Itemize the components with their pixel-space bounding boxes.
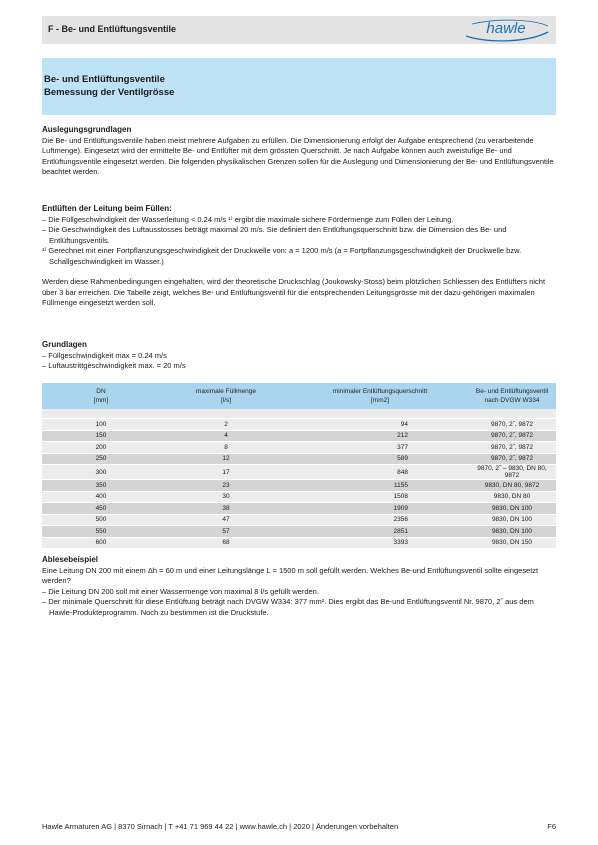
beispiel-text: Eine Leitung DN 200 mit einem Δh = 60 m und einer Leitungslänge L = 1500 m soll gefüllt werden. Welches Be-und Entlüftungsventil sollte eingesetzt werden? bbox=[42, 565, 539, 585]
fuellen-title: Entlüften der Leitung beim Füllen: bbox=[42, 204, 172, 213]
auslegung-text: Die Be- und Entlüftungsventile haben meist mehrere Aufgaben zu erfüllen. Die Dimensionierung erfolgt der Aufgabe entsprechend (zu verarbeitende Luftmenge). Eingesetzt wird der ermittelte Be- und Entlüfter mit dem grössten Querschnitt. Je nach Aufgabe können auch zweistufige Be- und Entlüftungsventile eingesetzt werden. Die folgenden physikalischen Grenzen sollen für die Auslegung und Dimensionierung der Be- und Entlüftungsventile beachtet werden. bbox=[42, 135, 554, 176]
svg-text:hawle: hawle bbox=[486, 20, 526, 37]
grundlagen-item: – Luftaustrittgeschwindigkeit max. = 20 m/s bbox=[42, 361, 186, 370]
headline-title: Be- und Entlüftungsventile bbox=[44, 74, 165, 85]
table-row: 450 38 1909 9830, DN 100 bbox=[42, 503, 556, 515]
header-querschnitt: minimaler Entlüftungsquerschnitt [mm2] bbox=[292, 383, 468, 409]
dn-table bbox=[42, 383, 556, 549]
table-row: 550 57 2851 9830, DN 100 bbox=[42, 526, 556, 538]
footer bbox=[42, 822, 556, 831]
grundlagen-section bbox=[42, 340, 556, 372]
table-row: 150 4 212 9870, 2˝, 9872 bbox=[42, 430, 556, 442]
table-row: 100 2 94 9870, 2˝, 9872 bbox=[42, 419, 556, 431]
table-row: 300 17 848 9870, 2˝ – 9830, DN 80, 9872 bbox=[42, 465, 556, 480]
header-ventil: Be- und Entlüftungsventil nach DVGW W334 bbox=[468, 383, 556, 409]
beispiel-section bbox=[42, 555, 556, 618]
auslegung-section bbox=[42, 125, 556, 178]
grundlagen-title: Grundlagen bbox=[42, 340, 87, 349]
table-row: 250 12 589 9870, 2˝, 9872 bbox=[42, 453, 556, 465]
section-title: F - Be- und Entlüftungsventile bbox=[48, 24, 176, 34]
table-row: 500 47 2356 9830, DN 100 bbox=[42, 514, 556, 526]
fuellen-item: – Die Füllgeschwindigkeit der Wasserleitung < 0.24 m/s ¹⁾ ergibt die maximale sichere Fördermenge zum Füllen der Leitung. bbox=[42, 214, 454, 224]
footnote: ¹⁾ Gerechnet mit einer Fortpflanzungsgeschwindigkeit der Druckwelle von: a = 1200 m/s (a = Fortpflanzungsgeschwindigkeit der Druckwelle bzw. Schallgeschwindigkeit im Wasser.) bbox=[42, 246, 522, 266]
header-fuellmenge: maximale Füllmenge [l/s] bbox=[160, 383, 292, 409]
hawle-logo bbox=[462, 16, 552, 44]
table-header-row bbox=[42, 383, 556, 409]
fuellen-paragraph: Werden diese Rahmenbedingungen eingehalten, wird der theoretische Druckschlag (Joukowsky-Stoss) beim plötzlichen Schliessen des Entlüfters nicht über 3 bar erreichen. Die Tabelle zeigt, welches Be- und Entlüftungsventil für die entsprechenden Leitungsgrösse mit der dazu-gehörigen maximalen Füllmenge eingesetzt werden soll. bbox=[42, 277, 546, 307]
table-row: 600 68 3393 9830, DN 150 bbox=[42, 537, 556, 549]
beispiel-item: – Der minimale Querschnitt für diese Entlüftung beträgt nach DVGW W334: 377 mm². Dies ergibt das Be-und Entlüftungsventil Nr. 9870, 2˝ aus dem Hawle-Produkteprogramm. Noch zu bestimmen ist die Druckstufe. bbox=[42, 597, 534, 617]
beispiel-title: Ablesebeispiel bbox=[42, 555, 99, 564]
headline-subtitle: Bemessung der Ventilgrösse bbox=[44, 87, 175, 98]
beispiel-item: – Die Leitung DN 200 soll mit einer Wassermenge von maximal 8 l/s gefüllt werden. bbox=[42, 586, 319, 596]
table-spacer-row bbox=[42, 409, 556, 419]
table-row: 350 23 1155 9830, DN 80, 9872 bbox=[42, 480, 556, 492]
table-row: 400 30 1508 9830, DN 80 bbox=[42, 491, 556, 503]
fuellen-item: – Die Geschwindigkeit des Luftausstosses beträgt maximal 20 m/s. Sie definiert den Entlüftungsquerschnitt bzw. die Dimension des Be- und Entlüftungsventils. bbox=[42, 225, 507, 245]
table-row: 200 8 377 9870, 2˝, 9872 bbox=[42, 442, 556, 454]
grundlagen-item: – Füllgeschwindigkeit max = 0.24 m/s bbox=[42, 350, 167, 360]
headline-box bbox=[42, 58, 556, 115]
page-number: F6 bbox=[547, 822, 556, 831]
top-bar bbox=[42, 16, 556, 44]
footer-company: Hawle Armaturen AG | 8370 Sirnach | T +41 71 969 44 22 | www.hawle.ch | 2020 | Änderungen vorbehalten bbox=[42, 822, 399, 831]
header-dn: DN [mm] bbox=[42, 383, 160, 409]
auslegung-title: Auslegungsgrundlagen bbox=[42, 125, 132, 134]
fuellen-section bbox=[42, 204, 556, 309]
